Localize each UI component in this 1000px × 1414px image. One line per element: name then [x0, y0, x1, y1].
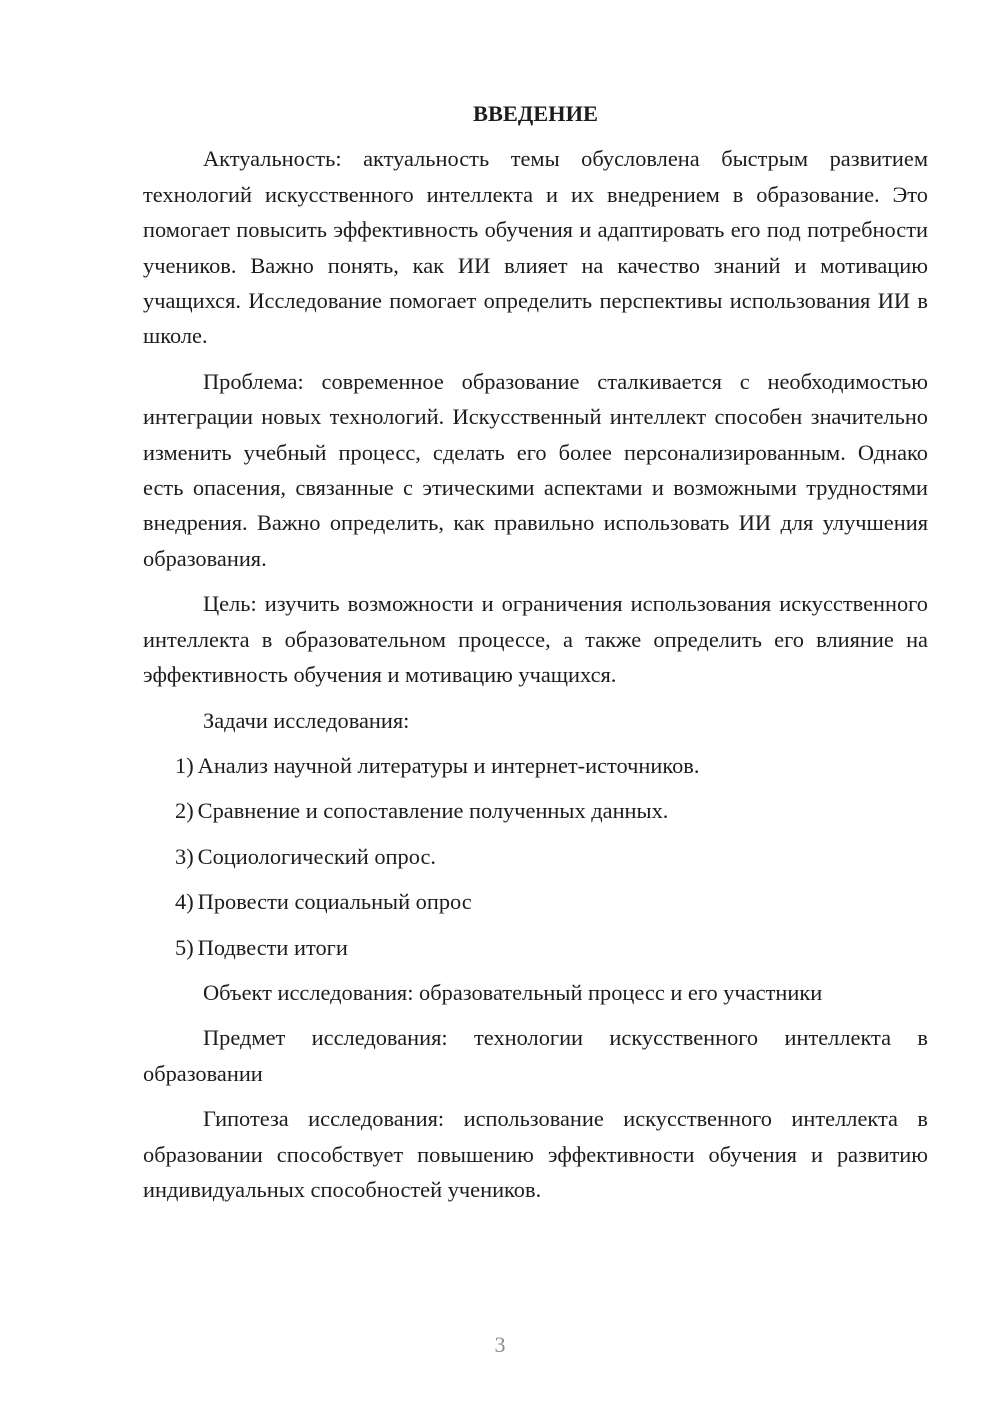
list-item [143, 748, 928, 783]
relevance-paragraph: Актуальность: актуальность темы обусловлена быстрым развитием технологий искусственного интеллекта и их внедрением в образование. Это помогает повысить эффективность обучения и адаптировать его под потребности учеников. Важно понять, как ИИ влияет на качество знаний и мотивацию учащихся. Исследование помогает определить перспективы использования ИИ в школе. [143, 146, 928, 349]
tasks-heading: Задачи исследования: [203, 707, 410, 733]
list-item [143, 839, 928, 874]
list-item-text: Социологический опрос. [197, 843, 436, 869]
list-item-number: 3) [175, 843, 194, 869]
list-item-text: Сравнение и сопоставление полученных данных. [197, 798, 669, 824]
list-item-number: 2) [175, 798, 194, 824]
goal-paragraph: Цель: изучить возможности и ограничения использования искусственного интеллекта в образовательном процессе, а также определить его влияние на эффективность обучения и мотивацию учащихся. [143, 591, 928, 688]
list-item-text: Провести социальный опрос [197, 889, 472, 915]
hypothesis-paragraph: Гипотеза исследования: использование искусственного интеллекта в образовании способствует повышению эффективности обучения и развитию индивидуальных способностей учеников. [143, 1106, 928, 1202]
list-item-number: 5) [175, 934, 194, 960]
list-item-number: 1) [175, 752, 194, 778]
list-item-number: 4) [175, 889, 194, 915]
list-item [143, 793, 928, 828]
document-page [143, 96, 928, 1217]
problem-paragraph: Проблема: современное образование сталкивается с необходимостью интеграции новых технологий. Искусственный интеллект способен значительно изменить учебный процесс, сделать его более персонализированным. Однако есть опасения, связанные с этическими аспектами и возможными трудностями внедрения. Важно определить, как правильно использовать ИИ для улучшения образования. [143, 368, 928, 571]
list-item-text: Анализ научной литературы и интернет-источников. [197, 752, 700, 778]
list-item-text: Подвести итоги [197, 934, 348, 960]
page-number: 3 [494, 1332, 506, 1357]
list-item [143, 884, 928, 919]
subject-paragraph: Предмет исследования: технологии искусственного интеллекта в образовании [143, 1025, 928, 1086]
list-item [143, 930, 928, 965]
object-paragraph: Объект исследования: образовательный процесс и его участники [203, 979, 823, 1005]
page-title: ВВЕДЕНИЕ [473, 101, 598, 126]
